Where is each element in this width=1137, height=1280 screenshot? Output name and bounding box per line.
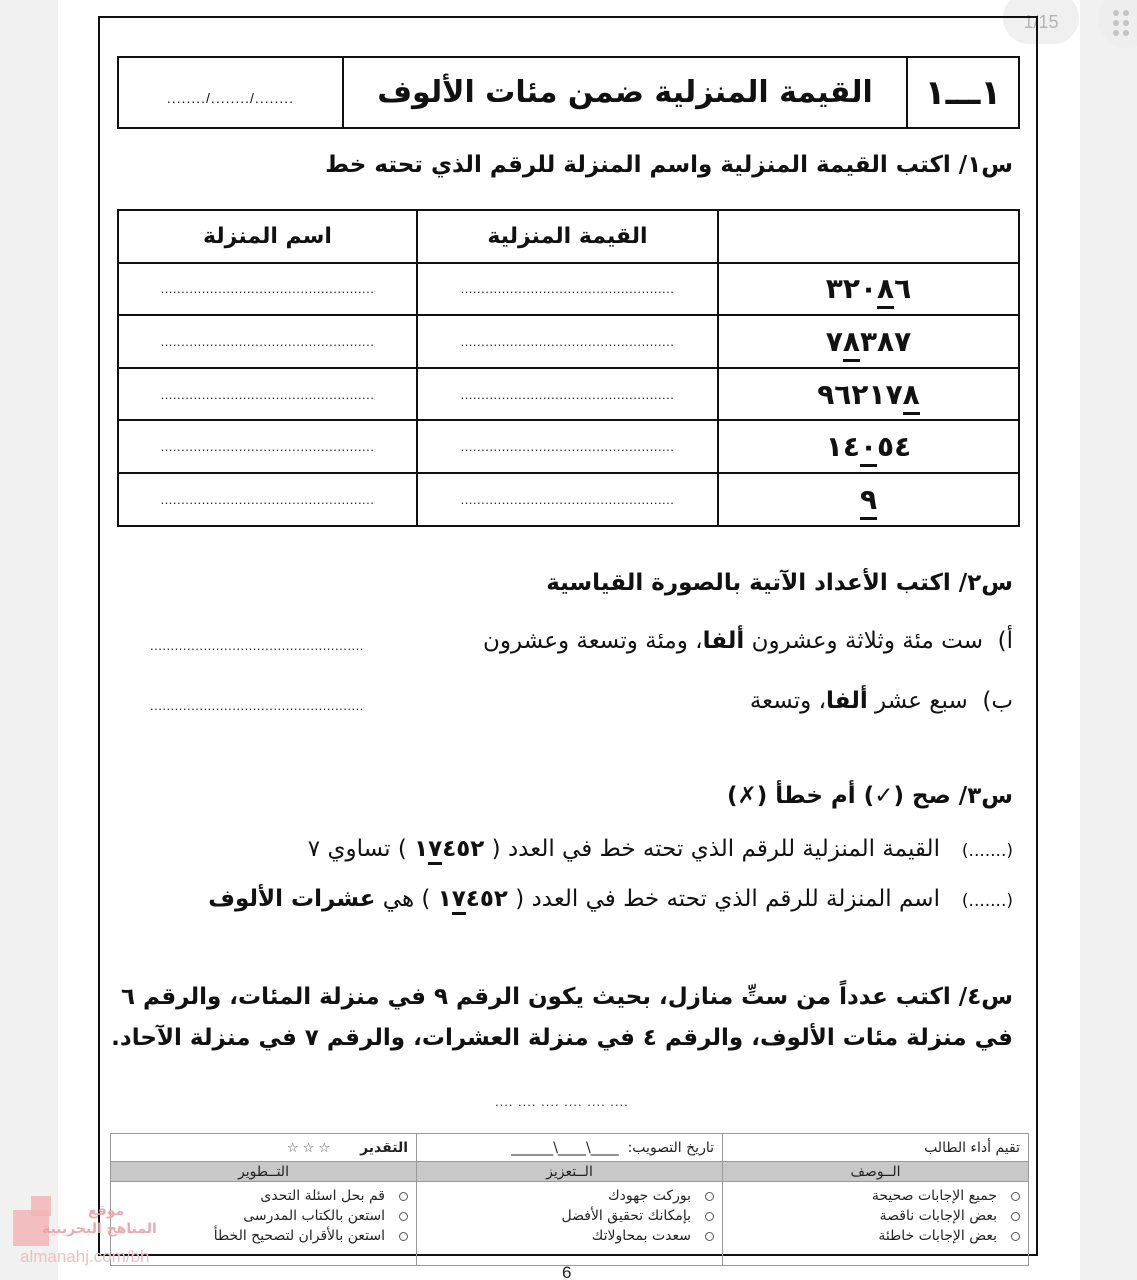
radio-option[interactable]: بوركت جهودك [425, 1186, 714, 1206]
q1-table [117, 209, 1020, 527]
underlined-digit: ٠ [860, 430, 877, 467]
watermark-text: موقع [88, 1203, 125, 1219]
page-indicator[interactable]: 1/15 [1003, 0, 1079, 44]
radio-option[interactable]: سعدت بمحاولاتك [425, 1226, 714, 1246]
col-number [718, 210, 1019, 263]
col-header-development: التــطوير [111, 1162, 417, 1182]
answer-blank[interactable]: (.......) [961, 891, 1013, 911]
radio-option[interactable]: استعن بالكتاب المدرسى [119, 1206, 408, 1226]
watermark-url: almanahj.com/bh [20, 1247, 150, 1266]
place-name-blank[interactable]: .................................................... [118, 263, 417, 316]
check-icon: ✓ [874, 783, 894, 809]
place-value-blank[interactable]: .................................................... [417, 420, 718, 473]
radio-circle-icon [1011, 1192, 1020, 1201]
correction-date: تاريخ التصويب: ____\____\______ [417, 1134, 723, 1162]
col-place-value: القيمة المنزلية [417, 210, 718, 263]
number-cell: ٩٦٢١٧٨ [718, 368, 1019, 421]
star-rating-icons[interactable]: ☆ ☆ ☆ [286, 1140, 331, 1156]
item-label: ب) [982, 688, 1013, 714]
radio-circle-icon [1011, 1212, 1020, 1221]
q2-item-a: أ) ست مئة وثلاثة وعشرون ألفا، ومئة وتسعة وعشرون [483, 628, 1013, 654]
place-value-blank[interactable]: .................................................... [417, 263, 718, 316]
description-options [723, 1182, 1029, 1266]
more-menu-button[interactable] [1098, 0, 1137, 48]
place-value-blank[interactable]: .................................................... [417, 315, 718, 368]
table-row [118, 315, 1019, 368]
number-cell [718, 473, 1019, 526]
q2-answer-a[interactable]: .................................................... [150, 638, 364, 653]
place-name-blank[interactable]: .................................................... [118, 368, 417, 421]
radio-option[interactable]: قم بحل اسئلة التحدى [119, 1186, 408, 1206]
q1-prompt: س١/ اكتب القيمة المنزلية واسم المنزلة للرقم الذي تحته خط [325, 152, 1013, 178]
place-value-blank[interactable]: .................................................... [417, 368, 718, 421]
q2-answer-b[interactable]: .................................................... [150, 698, 364, 713]
q3-item-1: (.......) القيمة المنزلية للرقم الذي تحته خط في العدد ( ١٧٤٥٢ ) تساوي ٧ [308, 836, 1013, 862]
reinforcement-options [417, 1182, 723, 1266]
radio-circle-icon [399, 1212, 408, 1221]
q1-table-header [118, 210, 1019, 263]
q4-prompt-line1: س٤/ اكتب عدداً من ستِّ منازل، بحيث يكون الرقم ٩ في منزلة المئات، والرقم ٦ [120, 984, 1013, 1010]
q4-prompt-line2: في منزلة مئات الألوف، والرقم ٤ في منزلة العشرات، والرقم ٧ في منزلة الآحاد. [111, 1025, 1013, 1051]
radio-option[interactable]: بعض الإجابات خاطئة [731, 1226, 1020, 1246]
watermark-text: المناهج البحرينية [42, 1221, 157, 1237]
table-row [118, 473, 1019, 526]
radio-circle-icon [1011, 1232, 1020, 1241]
item-label: أ) [997, 628, 1013, 654]
rating-cell: التقدير☆ ☆ ☆ [111, 1134, 417, 1162]
place-value-blank[interactable]: .................................................... [417, 473, 718, 526]
evaluation-table [110, 1133, 1029, 1266]
page-number: 6 [562, 1263, 572, 1280]
table-row [118, 420, 1019, 473]
place-name-blank[interactable]: .................................................... [118, 420, 417, 473]
radio-circle-icon [705, 1192, 714, 1201]
place-name-blank[interactable]: .................................................... [118, 315, 417, 368]
lesson-title: القيمة المنزلية ضمن مئات الألوف [342, 58, 906, 127]
lesson-number: ١ـــ١ [906, 58, 1018, 127]
q3-item-2: (.......) اسم المنزلة للرقم الذي تحته خط في العدد ( ١٧٤٥٢ ) هي عشرات الألوف [208, 886, 1013, 912]
q3-prompt: س٣/ صح (✓) أم خطأ (✗) [726, 783, 1013, 809]
underlined-number: ١٧٤٥٢ [438, 886, 508, 915]
date-field[interactable]: ......../......../........ [166, 89, 295, 106]
underlined-digit: ٨ [903, 378, 920, 415]
col-header-description: الــوصف [723, 1162, 1029, 1182]
underlined-digit: ٩ [860, 483, 877, 520]
answer-blank[interactable]: (.......) [961, 841, 1013, 861]
lesson-header [117, 56, 1020, 129]
radio-option[interactable]: بعض الإجابات ناقصة [731, 1206, 1020, 1226]
radio-circle-icon [399, 1232, 408, 1241]
underlined-digit: ٨ [843, 325, 860, 362]
number-cell: ٣٢٠٨٦ [718, 263, 1019, 316]
radio-option[interactable]: بإمكانك تحقيق الأفضل [425, 1206, 714, 1226]
radio-option[interactable]: استعن بالأقران لتصحيح الخطأ [119, 1226, 408, 1246]
table-row [118, 263, 1019, 316]
number-cell: ٧٨٣٨٧ [718, 315, 1019, 368]
q2-prompt: س٢/ اكتب الأعداد الآتية بالصورة القياسية [546, 570, 1013, 596]
more-dots-icon [1113, 10, 1129, 36]
q4-answer-blank[interactable]: .... .... .... .... .... .... [495, 1094, 629, 1109]
col-header-reinforcement: الــتعزيز [417, 1162, 723, 1182]
table-row [118, 368, 1019, 421]
q2-item-b: ب) سبع عشر ألفا، وتسعة [749, 688, 1013, 714]
radio-option[interactable]: جميع الإجابات صحيحة [731, 1186, 1020, 1206]
radio-circle-icon [705, 1212, 714, 1221]
col-place-name: اسم المنزلة [118, 210, 417, 263]
eval-title: تقيم أداء الطالب [723, 1134, 1029, 1162]
underlined-number: ١٧٤٥٢ [414, 836, 484, 865]
radio-circle-icon [399, 1192, 408, 1201]
place-name-blank[interactable]: .................................................... [118, 473, 417, 526]
cross-icon: ✗ [737, 783, 757, 809]
number-cell: ١٤٠٥٤ [718, 420, 1019, 473]
underlined-digit: ٨ [877, 272, 894, 309]
radio-circle-icon [705, 1232, 714, 1241]
